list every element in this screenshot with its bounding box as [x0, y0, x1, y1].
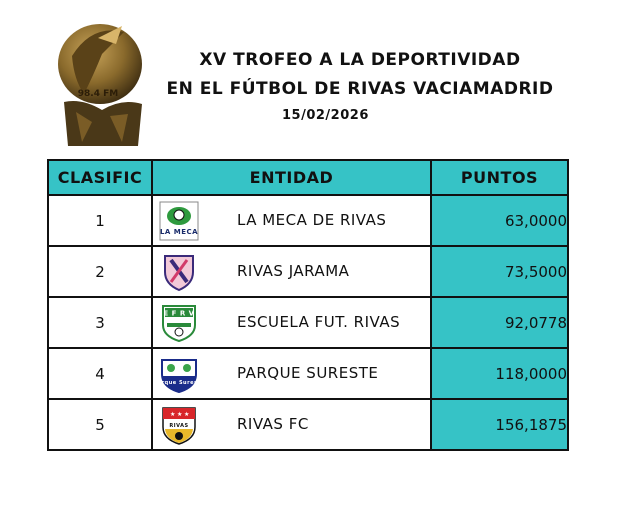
title-line-2: EN EL FÚTBOL DE RIVAS VACIAMADRID — [166, 79, 554, 99]
svg-text:E F R V: E F R V — [163, 309, 195, 318]
table-row — [48, 399, 568, 450]
parque-sureste-crest-icon — [153, 354, 205, 394]
points-cell: 156,1875 — [431, 399, 568, 450]
position-cell: 1 — [48, 195, 152, 246]
entity-cell — [152, 348, 431, 399]
position-cell: 5 — [48, 399, 152, 450]
points-cell: 73,5000 — [431, 246, 568, 297]
points-cell: 92,0778 — [431, 297, 568, 348]
table-row — [48, 195, 568, 246]
date-label: 15/02/2026 — [282, 108, 369, 123]
entity-name: PARQUE SURESTE — [237, 364, 379, 382]
points-cell: 63,0000 — [431, 195, 568, 246]
svg-text:★: ★ — [184, 411, 190, 418]
entity-name: LA MECA DE RIVAS — [237, 211, 387, 229]
svg-text:Parque Sureste: Parque Sureste — [153, 380, 205, 386]
header-row — [48, 160, 568, 195]
column-header-puntos: PUNTOS — [431, 160, 568, 195]
la-meca-crest-icon — [159, 201, 199, 241]
position-cell: 2 — [48, 246, 152, 297]
entity-cell — [152, 195, 431, 246]
svg-text:★: ★ — [170, 411, 176, 418]
table-row — [48, 297, 568, 348]
points-cell: 118,0000 — [431, 348, 568, 399]
entity-cell — [152, 399, 431, 450]
entity-name: RIVAS FC — [237, 415, 309, 433]
position-cell: 3 — [48, 297, 152, 348]
escuela-fut-rivas-crest-icon — [159, 303, 199, 343]
title-line-1: XV TROFEO A LA DEPORTIVIDAD — [199, 50, 521, 70]
standings-table — [47, 159, 569, 451]
trophy-label: 98.4 FM — [77, 89, 119, 99]
entity-name: ESCUELA FUT. RIVAS — [237, 313, 401, 331]
rivas-jarama-crest-icon — [159, 252, 199, 292]
table-row — [48, 348, 568, 399]
entity-cell — [152, 246, 431, 297]
svg-text:LA MECA: LA MECA — [159, 228, 199, 236]
svg-text:★: ★ — [177, 411, 183, 418]
table-row — [48, 246, 568, 297]
position-cell: 4 — [48, 348, 152, 399]
column-header-clasific: CLASIFIC — [48, 160, 152, 195]
entity-cell — [152, 297, 431, 348]
rivas-fc-crest-icon — [159, 405, 199, 445]
column-header-entidad: ENTIDAD — [152, 160, 431, 195]
trophy-icon — [52, 14, 152, 149]
entity-name: RIVAS JARAMA — [237, 262, 350, 280]
svg-text:RIVAS: RIVAS — [169, 423, 189, 429]
